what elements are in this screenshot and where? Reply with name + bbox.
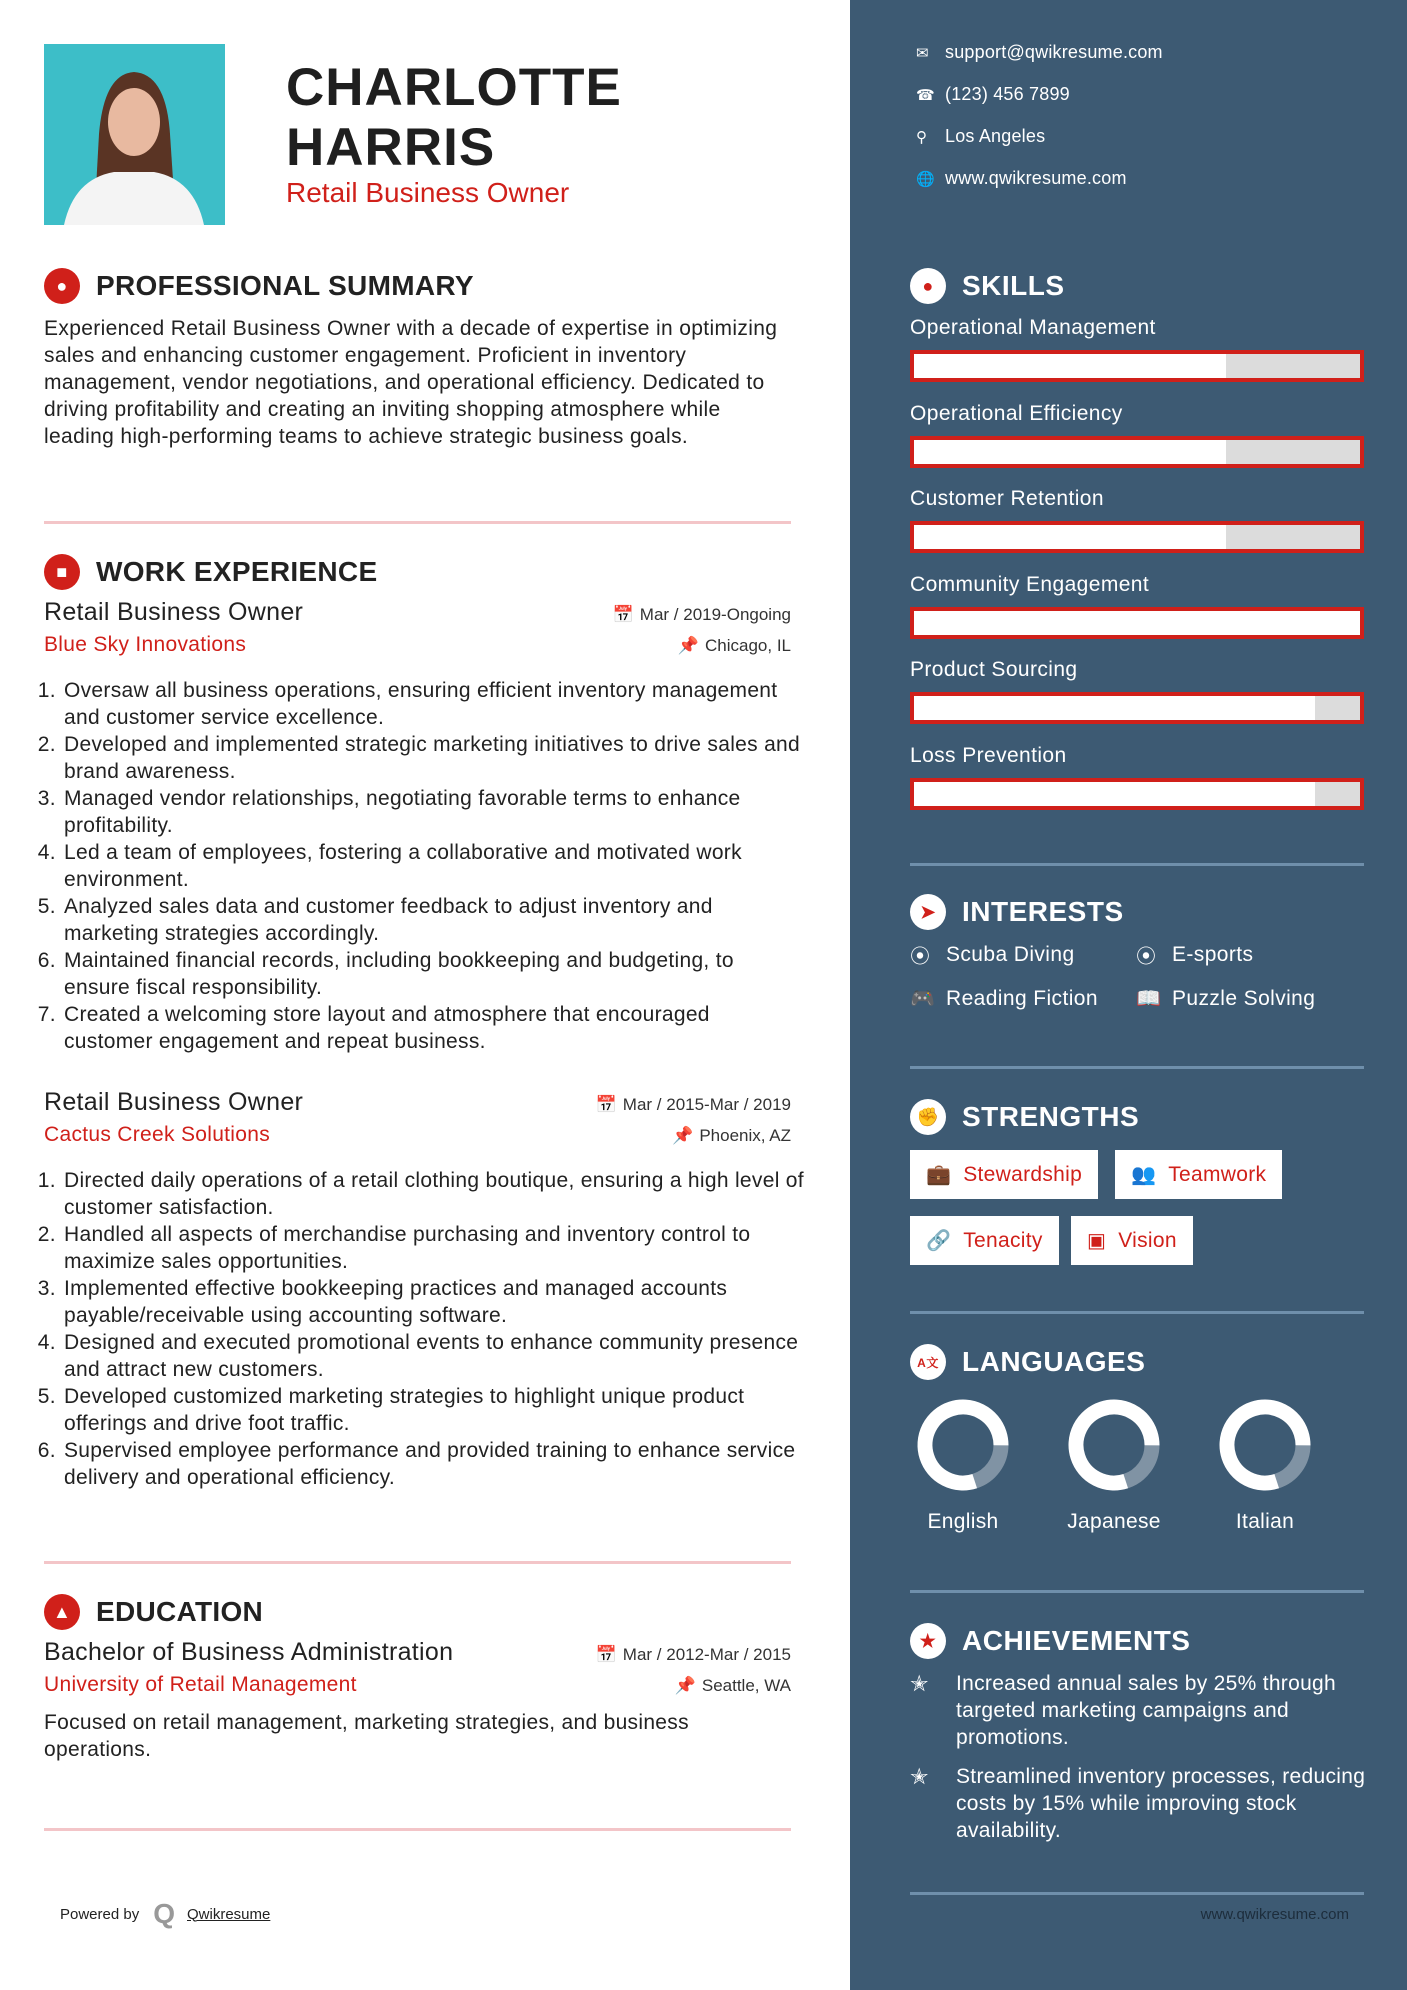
- languages-heading-text: LANGUAGES: [962, 1346, 1146, 1377]
- pin-icon: 📌: [674, 1676, 696, 1695]
- skill-level-fill: [914, 440, 1226, 464]
- divider: [44, 1561, 791, 1564]
- achievement-text: Increased annual sales by 25% through targeted marketing campaigns and promotions.: [956, 1672, 1337, 1749]
- list-item: 1. Directed daily operations of a retail clothing boutique, ensuring a high level of customer satisfaction.: [62, 1167, 804, 1221]
- language-label: Japanese: [1067, 1510, 1161, 1533]
- strength-label: Stewardship: [963, 1162, 1083, 1186]
- interest-label: Scuba Diving: [946, 942, 1075, 966]
- strength-badge: [1071, 1216, 1193, 1265]
- email-text: support@qwikresume.com: [945, 42, 1163, 62]
- language-donut: [1064, 1395, 1164, 1495]
- school-name: University of Retail Management: [44, 1673, 357, 1696]
- skill-level-bar: [910, 350, 1364, 382]
- link-icon: 🔗: [926, 1230, 952, 1252]
- summary-heading: [44, 268, 474, 304]
- job-entry: [44, 598, 801, 1055]
- pin-icon: 📌: [677, 636, 699, 655]
- location-text: Los Angeles: [945, 126, 1046, 146]
- chair-icon: ■: [44, 554, 80, 590]
- job-duties: [44, 677, 804, 1055]
- calendar-icon: 📅: [612, 605, 634, 624]
- list-item: 6. Supervised employee performance and provided training to enhance service delivery and operational efficiency.: [62, 1437, 804, 1491]
- skill-level-fill: [914, 782, 1315, 806]
- calendar-icon: 📅: [595, 1645, 617, 1664]
- achievement-text: Streamlined inventory processes, reducing costs by 15% while improving stock availability.: [956, 1765, 1366, 1842]
- strength-badge: [1115, 1150, 1282, 1199]
- graduate-icon: ▲: [44, 1594, 80, 1630]
- achievement-item: [910, 1763, 1370, 1844]
- powered-by-text: Powered by: [60, 1905, 140, 1923]
- life-ring-icon: ⦿: [910, 946, 931, 968]
- list-item: 4. Led a team of employees, fostering a collaborative and motivated work environment.: [62, 839, 804, 893]
- list-item: 2. Handled all aspects of merchandise purchasing and inventory control to maximize sales opportunities.: [62, 1221, 804, 1275]
- skill-level-fill: [914, 525, 1226, 549]
- work-heading-text: WORK EXPERIENCE: [96, 556, 378, 587]
- skill-label: Operational Efficiency: [910, 401, 1123, 425]
- phone-text: (123) 456 7899: [945, 84, 1070, 104]
- education-heading-text: EDUCATION: [96, 1596, 264, 1627]
- shooting-star-icon: ✭: [910, 1764, 929, 1789]
- pin-icon: 📌: [672, 1126, 694, 1145]
- list-item: 6. Maintained financial records, including bookkeeping and budgeting, to ensure fiscal responsibility.: [62, 947, 804, 1001]
- name-line-2: HARRIS: [286, 118, 496, 177]
- language-donut: [913, 1395, 1013, 1495]
- skill-level-bar: [910, 778, 1364, 810]
- interest-item: [910, 940, 1075, 969]
- work-heading: [44, 554, 377, 590]
- interest-item: [1136, 940, 1253, 969]
- phone-icon: ☎: [916, 86, 935, 104]
- job-duties: [44, 1167, 804, 1491]
- skill-level-bar: [910, 436, 1364, 468]
- language-donut: [1215, 1395, 1315, 1495]
- company-name: Blue Sky Innovations: [44, 633, 247, 656]
- contact-phone: [916, 84, 1070, 105]
- footer-website: www.qwikresume.com: [1200, 1906, 1349, 1923]
- summary-text: Experienced Retail Business Owner with a decade of expertise in optimizing sales and enhancing customer engagement. Proficient in inventory management, vendor negotiations, and operational efficiency. Dedicated to driving profitability and creating an inviting shopping atmosphere while leading high-performing teams to achieve strategic business goals.: [44, 317, 778, 448]
- globe-icon: 🌐: [916, 170, 935, 188]
- briefcase-icon: 💼: [926, 1164, 952, 1186]
- divider: [44, 521, 791, 524]
- list-item: 5. Analyzed sales data and customer feedback to adjust inventory and marketing strategies accordingly.: [62, 893, 804, 947]
- skill-label: Loss Prevention: [910, 743, 1067, 767]
- list-item: 7. Created a welcoming store layout and atmosphere that encouraged customer engagement and repeat business.: [62, 1001, 804, 1055]
- job-date: Mar / 2019-Ongoing: [639, 605, 791, 624]
- list-item: 1. Oversaw all business operations, ensuring efficient inventory management and customer service excellence.: [62, 677, 804, 731]
- divider: [44, 1828, 791, 1831]
- contact-website: [916, 168, 1127, 189]
- language-label: Italian: [1235, 1510, 1295, 1533]
- powered-by: [60, 1898, 270, 1930]
- divider: [910, 1892, 1364, 1895]
- job-location: Phoenix, AZ: [699, 1126, 791, 1145]
- lightbulb-icon: ●: [910, 268, 946, 304]
- job-entry-title: Retail Business Owner: [44, 598, 304, 626]
- interests-heading-text: INTERESTS: [962, 896, 1124, 927]
- contact-location: [916, 126, 1045, 147]
- skill-level-fill: [914, 696, 1315, 720]
- skill-label: Community Engagement: [910, 572, 1150, 596]
- language-icon: A文: [910, 1344, 946, 1380]
- divider: [910, 1311, 1364, 1314]
- achievement-item: [910, 1670, 1370, 1751]
- education-location: Seattle, WA: [701, 1676, 791, 1695]
- strength-badge: [910, 1150, 1098, 1199]
- paper-plane-icon: ➤: [910, 894, 946, 930]
- language-label: English: [927, 1510, 999, 1533]
- divider: [910, 863, 1364, 866]
- interest-item: [1136, 986, 1315, 1011]
- list-item: 4. Designed and executed promotional events to enhance community presence and attract new customers.: [62, 1329, 804, 1383]
- profile-photo: [44, 44, 225, 225]
- job-date: Mar / 2015-Mar / 2019: [622, 1095, 791, 1114]
- interest-item: [910, 986, 1098, 1011]
- skill-label: Operational Management: [910, 316, 1156, 339]
- interests-heading: [910, 894, 1124, 930]
- company-name: Cactus Creek Solutions: [44, 1123, 271, 1146]
- skill-level-fill: [914, 354, 1226, 378]
- list-item: 3. Implemented effective bookkeeping practices and managed accounts payable/receivable using accounting software.: [62, 1275, 804, 1329]
- language-item: [1049, 1395, 1179, 1534]
- gamepad-icon: 🎮: [910, 988, 936, 1010]
- shooting-star-icon: ✭: [910, 1671, 929, 1696]
- achievements-heading: [910, 1623, 1190, 1659]
- education-description: Focused on retail management, marketing strategies, and business operations.: [44, 1711, 689, 1761]
- language-item: [1200, 1395, 1330, 1534]
- qwikresume-logo-icon: Q: [153, 1898, 175, 1929]
- skill-level-bar: [910, 521, 1364, 553]
- calendar-icon: 📅: [595, 1095, 617, 1114]
- achievements-heading-text: ACHIEVEMENTS: [962, 1625, 1191, 1656]
- qwikresume-link[interactable]: Qwikresume: [187, 1905, 271, 1923]
- job-location: Chicago, IL: [705, 636, 791, 655]
- website-text: www.qwikresume.com: [945, 168, 1127, 188]
- envelope-icon: ✉: [916, 44, 929, 62]
- interest-label: Reading Fiction: [946, 986, 1098, 1010]
- divider: [910, 1066, 1364, 1069]
- interest-label: E-sports: [1172, 942, 1254, 966]
- list-item: 2. Developed and implemented strategic marketing initiatives to drive sales and brand awareness.: [62, 731, 804, 785]
- map-marker-icon: ⚲: [916, 128, 928, 146]
- list-item: 3. Managed vendor relationships, negotiating favorable terms to enhance profitability.: [62, 785, 804, 839]
- job-title: Retail Business Owner: [286, 177, 570, 208]
- degree: Bachelor of Business Administration: [44, 1638, 454, 1666]
- strength-badge: [910, 1216, 1059, 1265]
- language-item: [898, 1395, 1028, 1534]
- candidate-name: [286, 58, 622, 178]
- divider: [910, 1590, 1364, 1593]
- skill-label: Product Sourcing: [910, 658, 1078, 681]
- summary-heading-text: PROFESSIONAL SUMMARY: [96, 270, 474, 301]
- book-icon: 📖: [1136, 988, 1162, 1010]
- life-ring-icon: ⦿: [1136, 946, 1157, 968]
- strength-label: Teamwork: [1168, 1162, 1267, 1186]
- interest-label: Puzzle Solving: [1172, 986, 1316, 1010]
- binoculars-icon: ▣: [1087, 1230, 1107, 1252]
- user-icon: ●: [44, 268, 80, 304]
- star-badge-icon: ★: [910, 1623, 946, 1659]
- job-entry-title: Retail Business Owner: [44, 1088, 304, 1116]
- strength-label: Tenacity: [963, 1228, 1043, 1252]
- skill-level-bar: [910, 692, 1364, 724]
- strength-label: Vision: [1118, 1228, 1177, 1252]
- skills-heading: [910, 268, 1065, 304]
- strengths-heading-text: STRENGTHS: [962, 1101, 1140, 1132]
- sidebar: [850, 0, 1407, 1990]
- skills-heading-text: SKILLS: [962, 270, 1065, 301]
- strengths-heading: [910, 1099, 1139, 1135]
- contact-email: [916, 42, 1163, 63]
- languages-heading: [910, 1344, 1145, 1380]
- education-entry: [44, 1638, 791, 1763]
- name-line-1: CHARLOTTE: [286, 58, 622, 117]
- skill-level-fill: [914, 611, 1360, 635]
- job-entry: [44, 1088, 804, 1491]
- education-heading: [44, 1594, 263, 1630]
- education-date: Mar / 2012-Mar / 2015: [622, 1645, 791, 1664]
- fist-icon: ✊: [910, 1099, 946, 1135]
- skill-label: Customer Retention: [910, 487, 1104, 510]
- users-icon: 👥: [1131, 1164, 1157, 1186]
- list-item: 5. Developed customized marketing strategies to highlight unique product offerings and drive foot traffic.: [62, 1383, 804, 1437]
- skill-level-bar: [910, 607, 1364, 639]
